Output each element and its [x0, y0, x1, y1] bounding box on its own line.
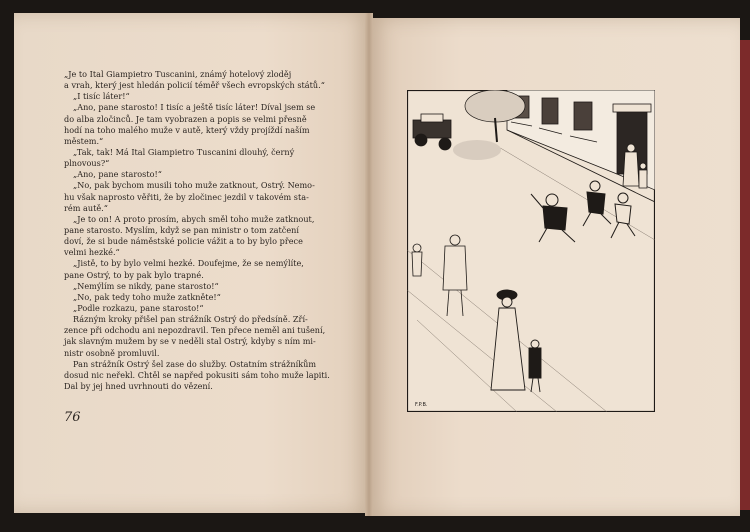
text-line: „No, pak bychom musili toho muže zatknout, Ostrý. Nemo- [73, 180, 315, 191]
text-line: Rázným kroky přišel pan strážník Ostrý do předsíně. Zří- [73, 314, 308, 325]
text-line: jak slavným mužem by se v neděli stal Ostrý, kdyby s ním mi- [64, 336, 316, 347]
text-line: „Tak, tak! Má Ital Giampietro Tuscanini dlouhý, černý [73, 146, 295, 157]
text-line: „Ano, pane starosto! I tisíc a ještě tisíc láter! Díval jsem se [73, 102, 316, 113]
text-line: pane Ostrý, to by pak bylo trapné. [64, 269, 204, 280]
text-line: velmi hezké.“ [64, 247, 120, 258]
book-cover-edge [740, 40, 750, 510]
text-line: „Jistě, to by bylo velmi hezké. Doufejme, že se nemýlíte, [73, 258, 304, 269]
book-gutter [365, 13, 373, 516]
text-line: nistr osobně promluvil. [64, 347, 160, 358]
text-line: „I tisíc láter!“ [73, 91, 130, 102]
text-line: hu však naprosto věřiti, že by zločinec jezdil v takovém sta- [64, 191, 309, 202]
text-line: pane starosto. Myslím, když se pan ministr o tom zatčení [64, 224, 299, 235]
text-line: rém autě.“ [64, 202, 108, 213]
text-line: hodí na toho malého muže v autě, který vždy projíždí naším [64, 124, 310, 135]
text-line: plnovous?“ [64, 158, 110, 169]
page-number: 76 [64, 410, 81, 425]
illustration-signature: F.P.B. [415, 402, 428, 408]
text-line: „Podle rozkazu, pane starosto!“ [73, 302, 204, 313]
text-line: „No, pak tedy toho muže zatkněte!“ [73, 291, 221, 302]
text-line: „Je to Ital Giampietro Tuscanini, známý hotelový zloděj [64, 69, 292, 79]
text-line: do alba zločinců. Je tam vyobrazen a popis se velmi přesně [64, 113, 307, 124]
text-line: Dal by jej hned uvrhnouti do vězení. [64, 380, 213, 391]
text-line: „Je to on! A proto prosím, abych směl toho muže zatknout, [73, 213, 315, 224]
text-line: „Ano, pane starosto!“ [73, 169, 162, 180]
street-scene-illustration [407, 90, 655, 412]
body-text [64, 69, 336, 392]
text-line: městem.“ [64, 135, 104, 146]
text-line: zence při odchodu ani nepozdravil. Ten přece neměl ani tušení, [64, 325, 326, 336]
text-line: Pan strážník Ostrý šel zase do služby. Ostatním strážníkům [73, 358, 317, 369]
text-line: „Nemýlím se nikdy, pane starosto!“ [73, 280, 219, 291]
text-line: doví, že si bude náměstské policie vážit a to by bylo přece [64, 236, 303, 247]
text-line: a vrah, který jest hledán policií téměř všech evropských států.“ [64, 80, 325, 91]
text-line: dosud nic neřekl. Chtěl se napřed pokusiti sám toho muže lapiti. [64, 369, 330, 380]
